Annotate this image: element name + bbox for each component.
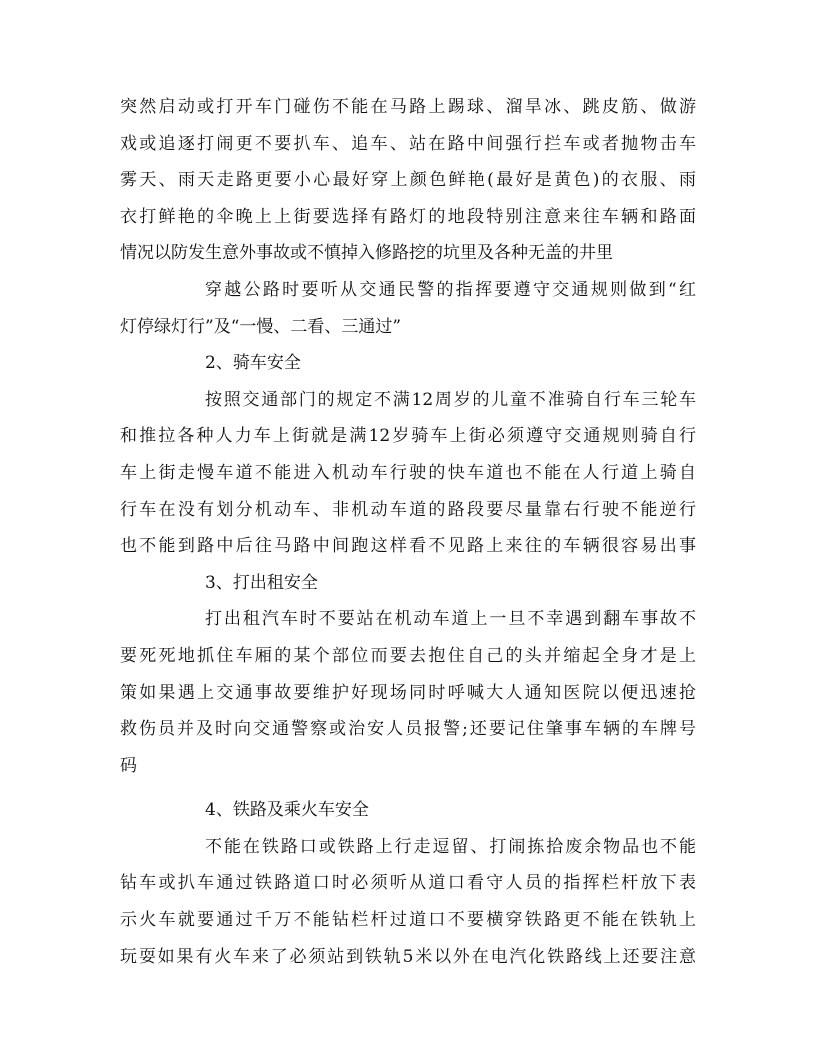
paragraph-4-line-5: 码 [120, 755, 137, 776]
paragraph-4-line-1: 打出租汽车时不要站在机动车道上一旦不幸遇到翻车事故不 [205, 609, 696, 630]
paragraph-1-line-4: 衣打鲜艳的伞晚上上街要选择有路灯的地段特别注意来往车辆和路面 [120, 206, 696, 227]
paragraph-1-line-5: 情况以防发生意外事故或不慎掉入修路挖的坑里及各种无盖的井里 [120, 243, 613, 264]
paragraph-3-line-5: 也不能到路中后往马路中间跑这样看不见路上来往的车辆很容易出事 [120, 536, 696, 557]
paragraph-1-line-2: 戏或追逐打闹更不要扒车、追车、站在路中间强行拦车或者抛物击车 [120, 133, 696, 154]
paragraph-3-line-2: 和推拉各种人力车上街就是满12岁骑车上街必须遵守交通规则骑自行 [120, 426, 696, 447]
paragraph-1-line-3: 雾天、雨天走路更要小心最好穿上颜色鲜艳(最好是黄色)的衣服、雨 [120, 170, 696, 191]
section-heading-cycling: 2、骑车安全 [205, 353, 301, 374]
paragraph-4-line-4: 救伤员并及时向交通警察或治安人员报警;还要记住肇事车辆的车牌号 [120, 719, 696, 740]
paragraph-2-line-2: 灯停绿灯行”及“一慢、二看、三通过” [120, 316, 402, 337]
paragraph-3-line-4: 行车在没有划分机动车、非机动车道的路段要尽量靠右行驶不能逆行 [120, 499, 696, 520]
paragraph-5-line-1: 不能在铁路口或铁路上行走逗留、打闹拣拾废余物品也不能 [205, 836, 696, 857]
paragraph-spacer [120, 784, 696, 792]
paragraph-3-line-1: 按照交通部门的规定不满12周岁的儿童不准骑自行车三轮车 [205, 389, 696, 410]
paragraph-4-line-3: 策如果遇上交通事故要维护好现场同时呼喊大人通知医院以便迅速抢 [120, 682, 696, 703]
paragraph-3-line-3: 车上街走慢车道不能进入机动车行驶的快车道也不能在人行道上骑自 [120, 462, 696, 483]
paragraph-5-line-4: 玩耍如果有火车来了必须站到铁轨5米以外在电汽化铁路线上还要注意 [120, 946, 696, 967]
document-body [120, 89, 696, 975]
section-heading-taxi: 3、打出租安全 [205, 572, 318, 593]
paragraph-4-line-2: 要死死地抓住车厢的某个部位而要去抱住自己的头并缩起全身才是上 [120, 645, 696, 666]
paragraph-5-line-3: 示火车就要通过千万不能钻栏杆过道口不要横穿铁路更不能在铁轨上 [120, 910, 696, 931]
section-heading-railway: 4、铁路及乘火车安全 [205, 800, 369, 821]
paragraph-2-line-1: 穿越公路时要听从交通民警的指挥要遵守交通规则做到“红 [205, 279, 696, 300]
paragraph-5-line-2: 钻车或扒车通过铁路道口时必须听从道口看守人员的指挥栏杆放下表 [120, 873, 696, 894]
paragraph-1-line-1: 突然启动或打开车门碰伤不能在马路上踢球、溜旱冰、跳皮筋、做游 [120, 97, 696, 117]
